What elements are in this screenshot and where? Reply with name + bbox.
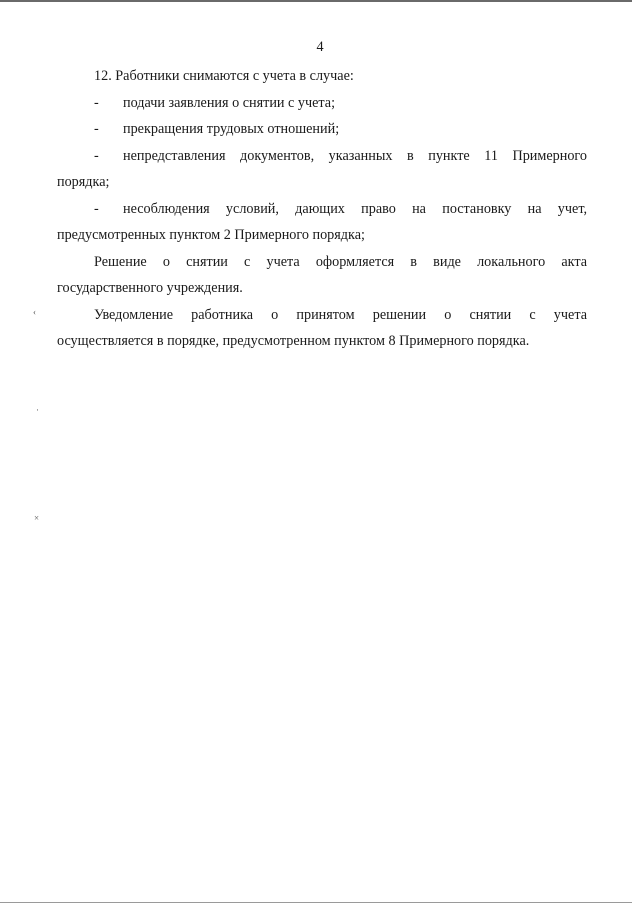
list-item-text: подачи заявления о снятии с учета; [123,94,336,111]
scan-edge-top [0,0,632,2]
scan-edge-bottom [0,902,632,903]
list-item [57,196,587,223]
notice-paragraph-line2: осуществляется в порядке, предусмотренном пунктом 8 Примерного порядка. [57,333,530,349]
page-number: 4 [316,39,324,55]
scan-speck: ‹ [33,307,36,317]
decision-paragraph-line1: Решение о снятии с учета оформляется в виде локального акта [94,253,587,270]
scan-speck: × [34,513,40,523]
list-item [57,116,587,143]
list-item-continuation: порядка; [57,174,110,190]
list-item-text: несоблюдения условий, дающих право на постановку на учет, [123,200,587,217]
list-dash: - [94,200,99,217]
list-item [57,90,587,117]
intro-paragraph: 12. Работники снимаются с учета в случае: [94,68,354,84]
list-dash: - [94,147,99,164]
notice-paragraph-line1: Уведомление работника о принятом решении о снятии с учета [94,306,587,323]
list-dash: - [94,121,99,137]
decision-paragraph-line2: государственного учреждения. [57,280,243,296]
list-item [57,143,587,170]
list-item-continuation: предусмотренных пунктом 2 Примерного порядка; [57,227,365,243]
list-item-text: непредставления документов, указанных в пункте 11 Примерного [123,147,587,164]
list-dash: - [94,94,99,111]
document-body [57,63,587,355]
scan-speck: · [36,405,39,415]
list-item-text: прекращения трудовых отношений; [123,121,340,137]
